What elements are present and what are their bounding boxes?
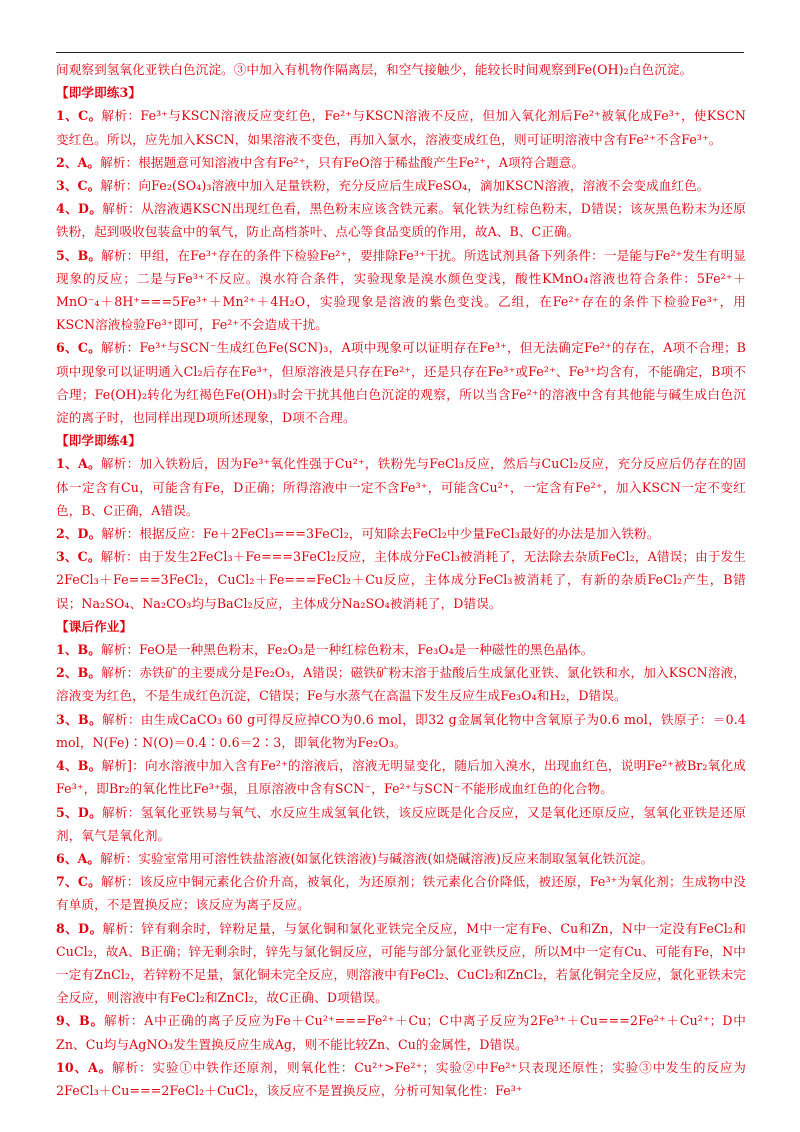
- answer-item: 3、C。解析：向Fe₂(SO₄)₃溶液中加入足量铁粉，充分反应后生成FeSO₄，滴加KSCN溶液，溶液不会变成血红色。: [56, 178, 710, 194]
- answer-item: 5、D。解析：氢氧化亚铁易与氧气、水反应生成氢氧化铁，该反应既是化合反应，又是氧化还原反应，氢氧化亚铁是还原剂，氧气是氧化剂。: [56, 804, 746, 843]
- intro-paragraph: 间观察到氢氧化亚铁白色沉淀。③中加入有机物作隔离层，和空气接触少，能较长时间观察到Fe(OH)₂白色沉淀。: [56, 62, 693, 77]
- answer-item: 1、C。解析：Fe³⁺与KSCN溶液反应变红色，Fe²⁺与KSCN溶液不反应，但加入氧化剂后Fe²⁺被氧化成Fe³⁺，使KSCN变红色。所以，应先加入KSCN，如果溶液不变色，再加入氯水，溶液变成红色，则可证明溶液中含有Fe²⁺不含Fe³⁺。: [56, 108, 746, 147]
- answer-item: 6、C。解析：Fe³⁺与SCN⁻生成红色Fe(SCN)₃，A项中现象可以证明存在Fe³⁺，但无法确定Fe²⁺的存在，A项不合理；B项中现象可以证明通入Cl₂后存在Fe³⁺，但原溶液是只存在Fe²⁺，还是只存在Fe³⁺或Fe²⁺、Fe³⁺均含有，不能确定，B项不合理；Fe(OH)₂转化为红褐色Fe(OH)₃时会干扰其他白色沉淀的观察，所以当含Fe²⁺的溶液中含有其他能与碱生成白色沉淀的离子时，也同样出现D项所述现象，D项不合理。: [56, 340, 746, 426]
- answer-item: 3、C。解析：由于发生2FeCl₃＋Fe===3FeCl₂反应，主体成分FeCl₃被消耗了，无法除去杂质FeCl₂，A错误；由于发生2FeCl₃＋Fe===3FeCl₂，CuCl₂＋Fe===FeCl₂＋Cu反应，主体成分FeCl₃被消耗了，有新的杂质FeCl₂产生，B错误；Na₂SO₄、Na₂CO₃均与BaCl₂反应，主体成分Na₂SO₄被消耗了，D错误。: [56, 549, 746, 611]
- section-title-homework: 【课后作业】: [56, 618, 133, 634]
- answer-item: 2、B。解析：赤铁矿的主要成分是Fe₂O₃，A错误；磁铁矿粉末溶于盐酸后生成氯化亚铁、氯化铁和水，加入KSCN溶液，溶液变为红色，不是生成红色沉淀，C错误；Fe与水蒸气在高温下发生反应生成Fe₃O₄和H₂，D错误。: [56, 665, 746, 704]
- answer-item: 3、B。解析：由生成CaCO₃ 60 g可得反应掉CO为0.6 mol，即32 g金属氧化物中含氧原子为0.6 mol，铁原子：＝0.4 mol，N(Fe)∶N(O)＝0.4∶0.6＝2∶3，即氧化物为Fe₂O₃。: [56, 711, 746, 750]
- answer-item: 4、D。解析：从溶液遇KSCN出现红色看，黑色粉末应该含铁元素。氧化铁为红棕色粉末，D错误；该灰黑色粉末为还原铁粉，起到吸收包装盒中的氧气，防止高档茶叶、点心等食品变质的作用，故A、B、C正确。: [56, 201, 747, 240]
- answer-item: 2、A。解析：根据题意可知溶液中含有Fe²⁺，只有FeO溶于稀盐酸产生Fe²⁺，A项符合题意。: [56, 154, 585, 170]
- section-title-4: 【即学即练4】: [56, 433, 142, 449]
- answer-item: 2、D。解析：根据反应：Fe＋2FeCl₃===3FeCl₂，可知除去FeCl₂中少量FeCl₃最好的办法是加入铁粉。: [56, 526, 660, 542]
- answer-item: 5、B。解析：甲组，在Fe³⁺存在的条件下检验Fe²⁺，要排除Fe³⁺干扰。所选试剂具备下列条件：一是能与Fe²⁺发生有明显现象的反应；二是与Fe³⁺不反应。溴水符合条件，实验现象是溴水颜色变浅，酸性KMnO₄溶液也符合条件：5Fe²⁺＋MnO⁻₄＋8H⁺===5Fe³⁺＋Mn²⁺＋4H₂O，实验现象是溶液的紫色变浅。乙组，在Fe²⁺存在的条件下检验Fe³⁺，用KSCN溶液检验Fe³⁺即可，Fe²⁺不会造成干扰。: [56, 247, 747, 333]
- answer-item: 9、B。解析：A中正确的离子反应为Fe＋Cu²⁺===Fe²⁺＋Cu；C中离子反应为2Fe³⁺＋Cu===2Fe²⁺＋Cu²⁺；D中Zn、Cu均与AgNO₃发生置换反应生成Ag，则不能比较Zn、Cu的金属性，D错误。: [56, 1013, 747, 1052]
- answer-item: 1、A。解析：加入铁粉后，因为Fe³⁺氧化性强于Cu²⁺，铁粉先与FeCl₃反应，然后与CuCl₂反应，充分反应后仍存在的固体一定含有Cu，可能含有Fe，D正确；所得溶液中一定不含Fe³⁺，可能含Cu²⁺，一定含有Fe²⁺，加入KSCN一定不变红色，B、C正确，A错误。: [56, 456, 746, 518]
- answer-item: 4、B。解析]：向水溶液中加入含有Fe²⁺的溶液后，溶液无明显变化，随后加入溴水，出现血红色，说明Fe²⁺被Br₂氧化成Fe³⁺，即Br₂的氧化性比Fe³⁺强，且原溶液中含有SCN⁻，Fe²⁺与SCN⁻不能形成血红色的化合物。: [56, 758, 746, 797]
- answer-item: 6、A。解析：实验室常用可溶性铁盐溶液(如氯化铁溶液)与碱溶液(如烧碱溶液)反应来制取氢氧化铁沉淀。: [56, 850, 654, 866]
- answer-item: 7、C。解析：该反应中铜元素化合价升高，被氧化，为还原剂；铁元素化合价降低，被还原，Fe³⁺为氧化剂；生成物中没有单质，不是置换反应；该反应为离子反应。: [56, 874, 746, 913]
- answer-document: [56, 58, 746, 1102]
- section-title-3: 【即学即练3】: [56, 85, 142, 101]
- answer-item: 8、D。解析：锌有剩余时，锌粉足量，与氯化铜和氯化亚铁完全反应，M中一定有Fe、Cu和Zn，N中一定没有FeCl₂和CuCl₂，故A、B正确；锌无剩余时，锌先与氯化铜反应，可能与部分氯化亚铁反应，所以M中一定有Cu、可能有Fe，N中一定有ZnCl₂，若锌粉不足量，氯化铜未完全反应，则溶液中有FeCl₂、CuCl₂和ZnCl₂，若氯化铜完全反应，氯化亚铁未完全反应，则溶液中有FeCl₂和ZnCl₂，故C正确、D项错误。: [56, 920, 746, 1006]
- answer-item: 10、A。解析：实验①中铁作还原剂，则氧化性：Cu²⁺>Fe²⁺；实验②中Fe²⁺只表现还原性；实验③中发生的反应为2FeCl₃＋Cu===2FeCl₂＋CuCl₂，该反应不是置换反应，分析可知氧化性：Fe³⁺: [56, 1059, 746, 1098]
- header-rule: [56, 52, 744, 53]
- answer-item: 1、B。解析：FeO是一种黑色粉末，Fe₂O₃是一种红棕色粉末，Fe₃O₄是一种磁性的黑色晶体。: [56, 642, 594, 658]
